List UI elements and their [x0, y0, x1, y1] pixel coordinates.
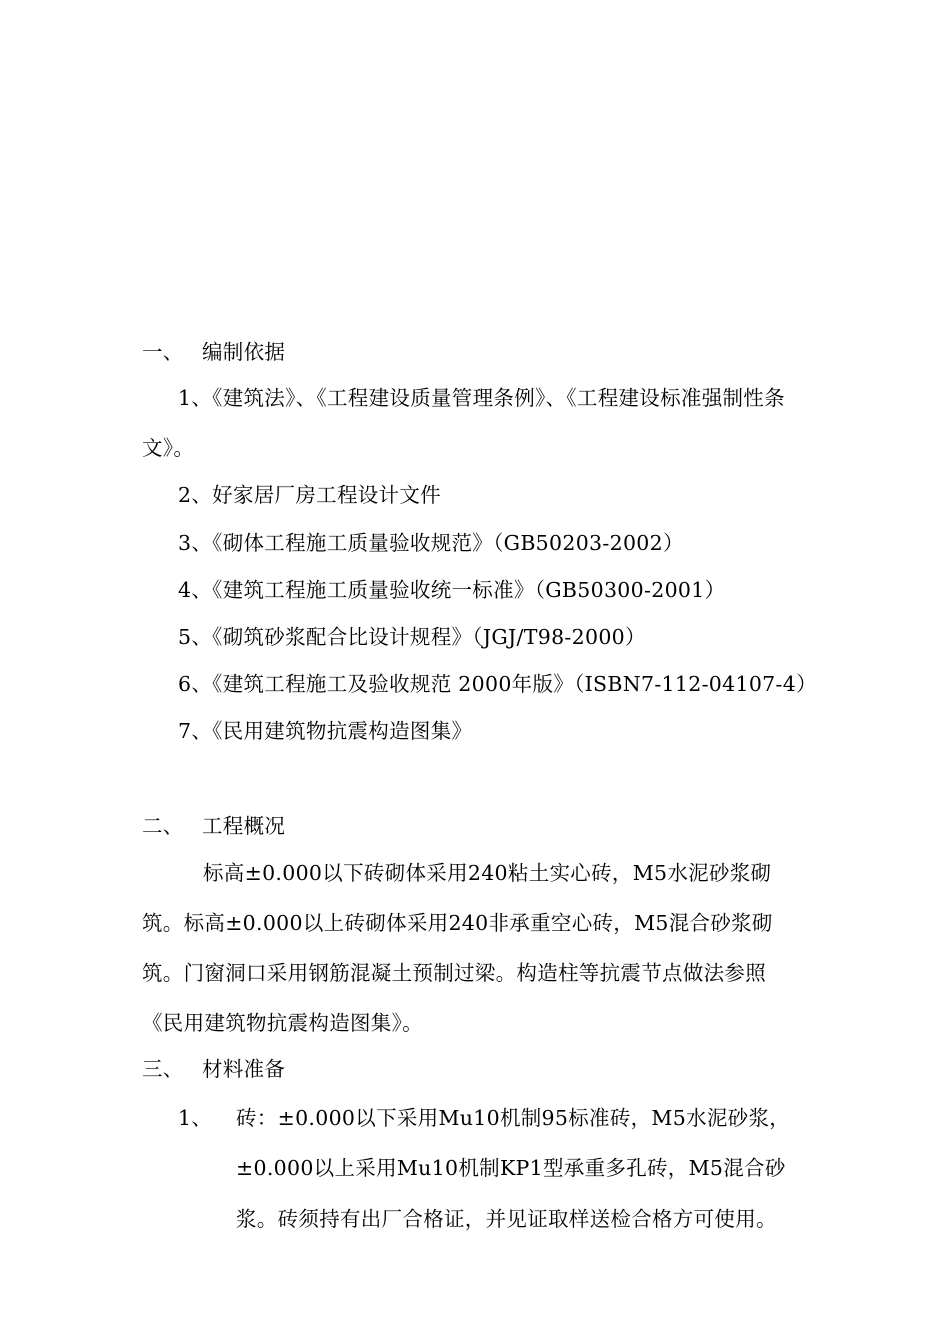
overview-line-3: 筑。门窗洞口采用钢筋混凝土预制过梁。构造柱等抗震节点做法参照: [142, 961, 766, 985]
section-heading-2: [142, 812, 285, 840]
overview-line-2: 筑。标高±0.000以上砖砌体采用240非承重空心砖，M5混合砂浆砌: [142, 911, 773, 935]
section-heading-1: [142, 338, 285, 366]
material-item-number: 1、: [178, 1106, 213, 1130]
basis-item-1: 1、《建筑法》、《工程建设质量管理条例》、《工程建设标准强制性条: [178, 386, 785, 410]
basis-item-7: 7、《民用建筑物抗震构造图集》: [178, 719, 473, 743]
overview-line-4: 《民用建筑物抗震构造图集》。: [142, 1011, 423, 1035]
basis-item-3: 3、《砌体工程施工质量验收规范》（GB50203-2002）: [178, 531, 684, 555]
basis-item-5: 5、《砌筑砂浆配合比设计规程》（JGJ/T98-2000）: [178, 625, 646, 649]
basis-item-4: 4、《建筑工程施工质量验收统一标准》（GB50300-2001）: [178, 578, 726, 602]
section-number: 一、: [142, 340, 184, 364]
section-number: 二、: [142, 814, 184, 838]
section-heading-3: [142, 1055, 285, 1083]
material-line-2: ±0.000以上采用Mu10机制KP1型承重多孔砖，M5混合砂: [236, 1156, 786, 1180]
material-line-3: 浆。砖须持有出厂合格证，并见证取样送检合格方可使用。: [236, 1207, 777, 1231]
basis-item-2: 2、好家居厂房工程设计文件: [178, 483, 441, 507]
material-line-1: 砖：±0.000以下采用Mu10机制95标准砖，M5水泥砂浆，: [236, 1106, 791, 1130]
overview-line-1: 标高±0.000以下砖砌体采用240粘土实心砖，M5水泥砂浆砌: [203, 861, 772, 885]
basis-item-1-continued: 文》。: [142, 436, 195, 460]
material-item-1: [178, 1104, 790, 1132]
section-title: 材料准备: [202, 1057, 286, 1081]
section-number: 三、: [142, 1057, 184, 1081]
basis-item-6: 6、《建筑工程施工及验收规范 2000年版》（ISBN7-112-04107-4）: [178, 672, 817, 696]
section-title: 编制依据: [202, 340, 286, 364]
section-title: 工程概况: [202, 814, 286, 838]
